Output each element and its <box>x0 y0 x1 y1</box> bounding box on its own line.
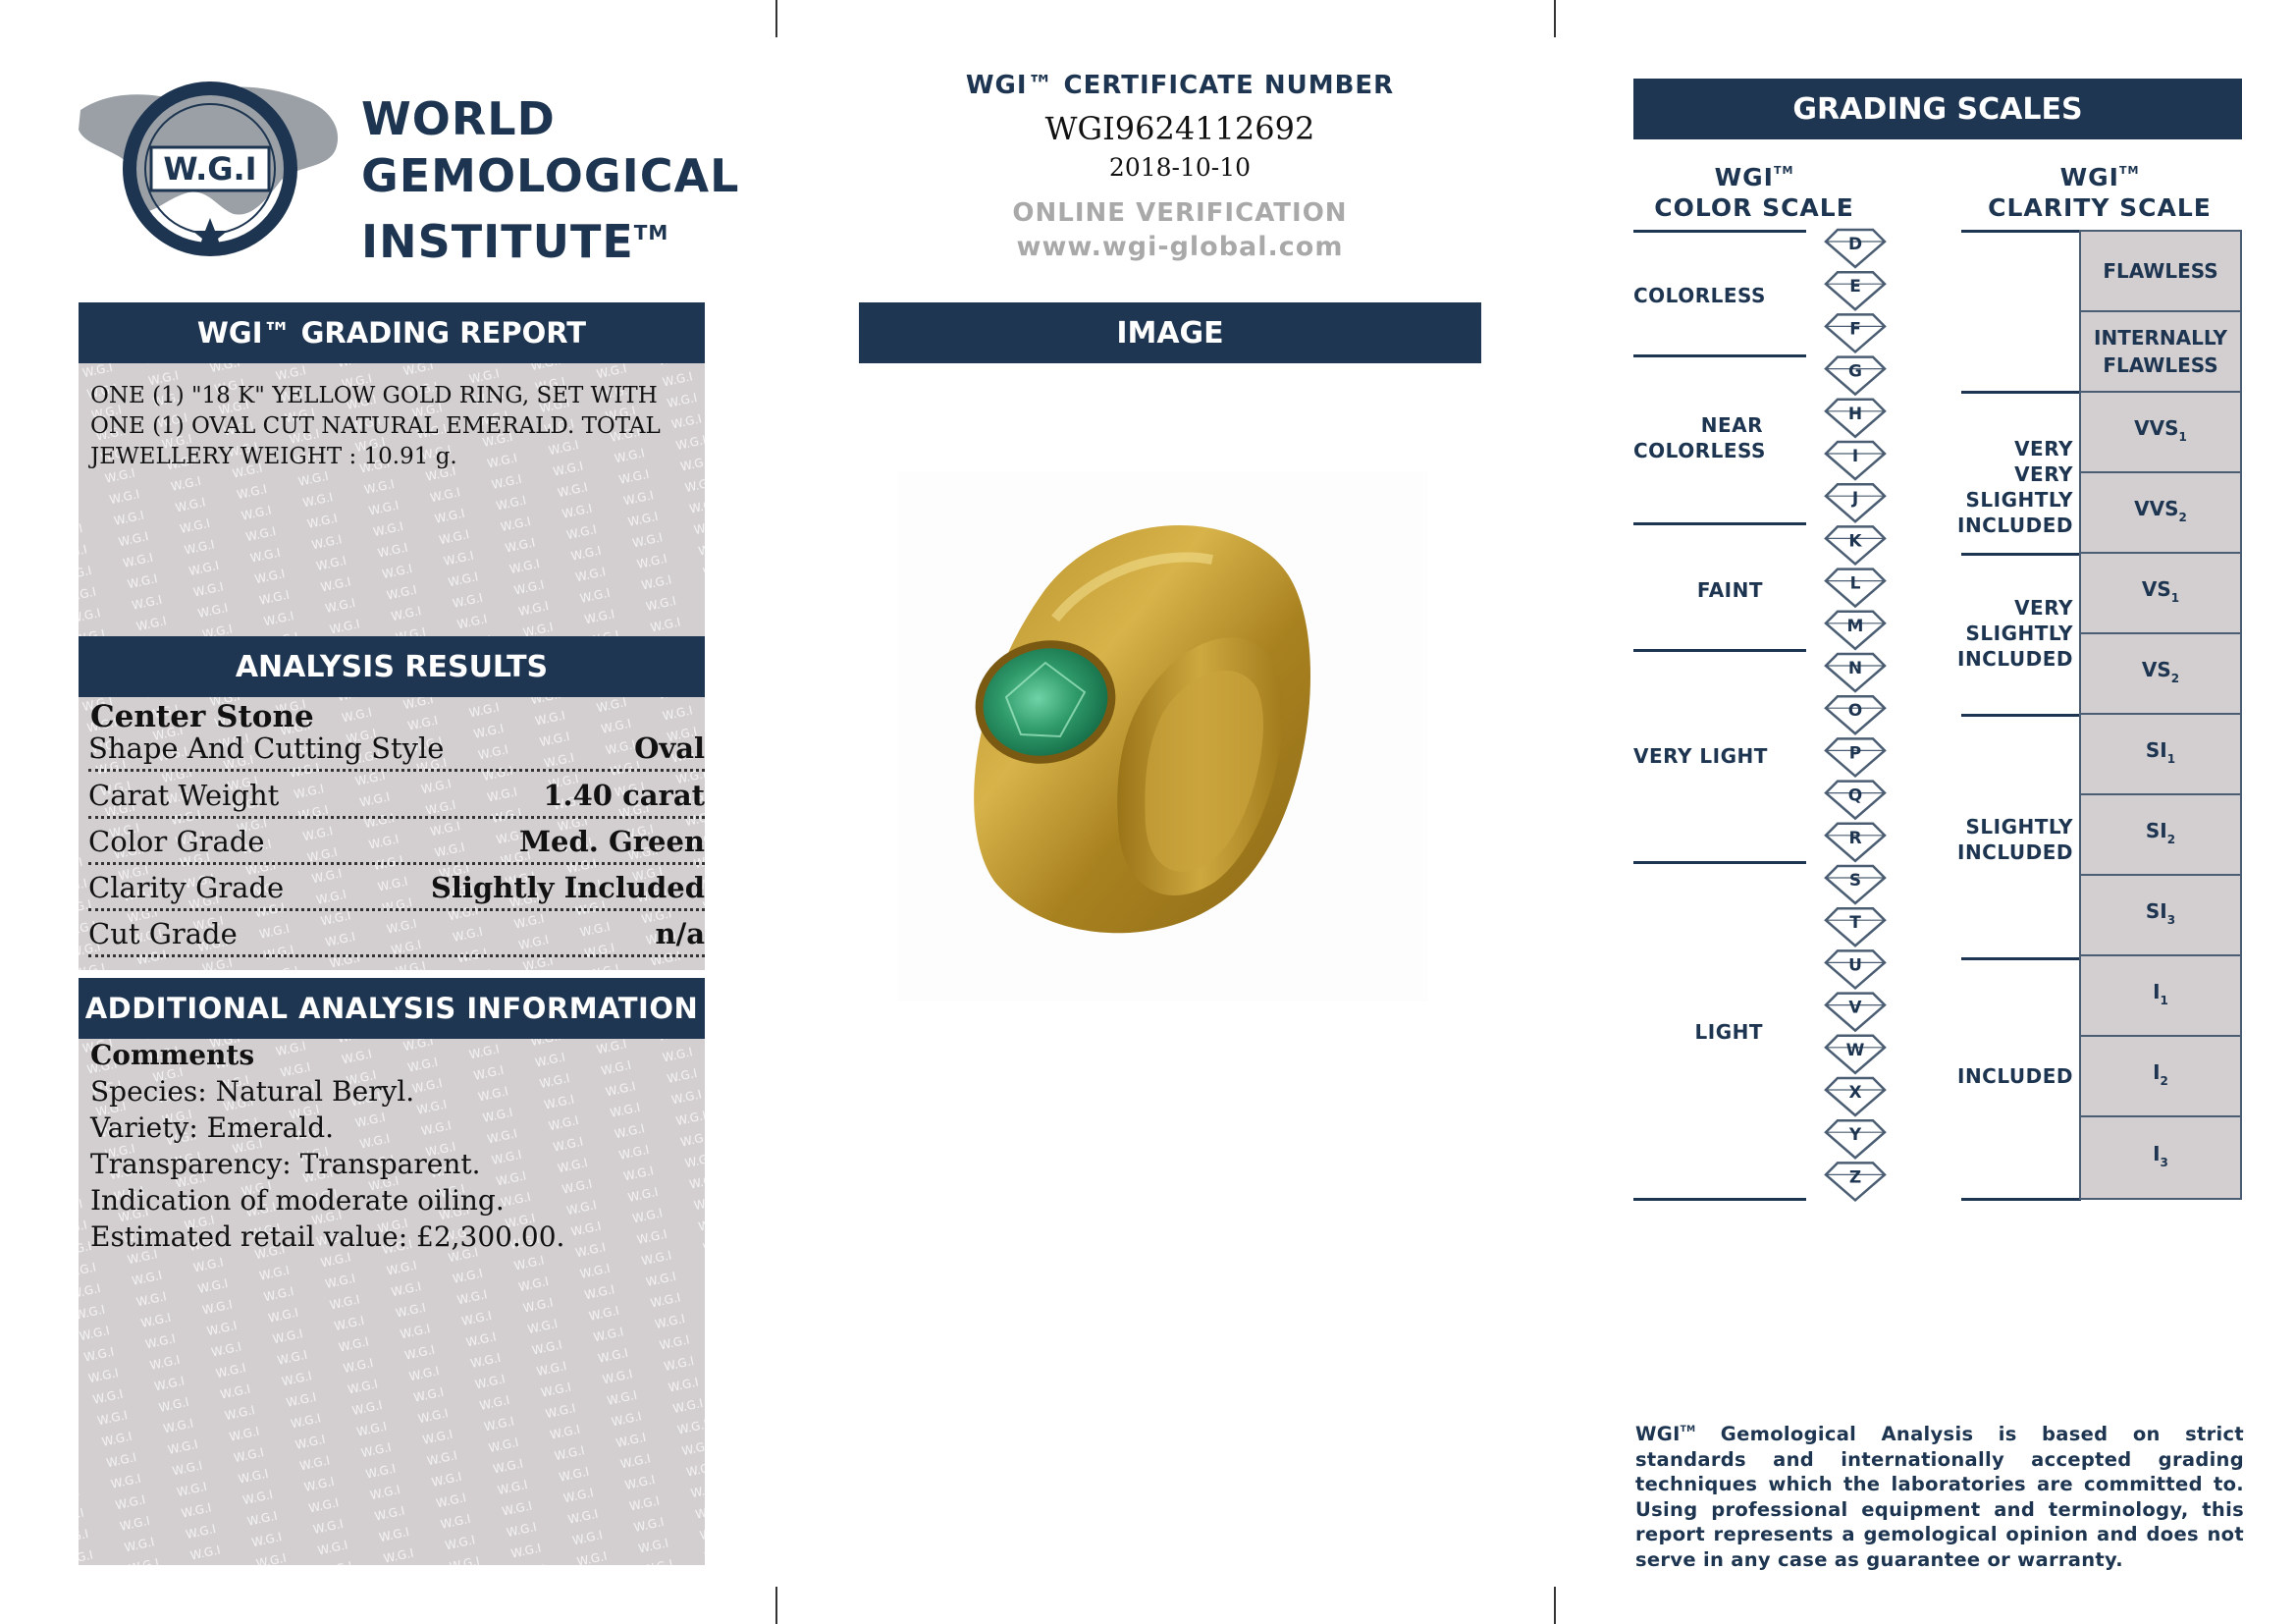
ring-photo <box>898 471 1428 1001</box>
row-clarity: Clarity Grade Slightly Included <box>88 866 705 911</box>
item-description: ONE (1) "18 K" YELLOW GOLD RING, SET WITH ONE (1) OVAL CUT NATURAL EMERALD. TOTAL JEWELLERY WEIGHT : 10.91 g. <box>90 383 661 469</box>
clarity-group-vvs: VERY VERY SLIGHTLY INCLUDED <box>1957 437 2073 537</box>
clarity-i2: $I_2$ <box>2081 1037 2240 1117</box>
clarity-i3: $I_3$ <box>2153 1141 2168 1169</box>
clarity-i1: $I_1$ <box>2081 956 2240 1037</box>
color-grade-v <box>1826 994 1885 1031</box>
image-header: IMAGE <box>859 302 1481 363</box>
color-divider <box>1633 1198 1806 1201</box>
comment-line: Variety: Emerald. <box>90 1111 335 1144</box>
color-grade-letter: E <box>1849 277 1861 298</box>
row-carat: Carat Weight 1.40 carat <box>88 774 705 819</box>
color-grade-letter: L <box>1849 573 1861 594</box>
comment-line: Indication of moderate oiling. <box>90 1184 505 1217</box>
logo-wordmark <box>361 90 739 270</box>
color-grade-letter: D <box>1847 235 1863 254</box>
color-divider <box>1633 649 1806 652</box>
color-grade-letter: F <box>1849 319 1861 340</box>
comment-line: Estimated retail value: £2,300.00. <box>90 1220 565 1253</box>
color-scale-heading: WGI™ COLOR SCALE <box>1654 163 1854 222</box>
clarity-vs1: $VS_1$ <box>2081 554 2240 634</box>
color-grade-p <box>1826 738 1885 776</box>
color-grade-f <box>1826 314 1885 352</box>
clarity-vvs2: $VVS_2$ <box>2081 473 2240 554</box>
color-divider <box>1633 522 1806 525</box>
color-grade-q <box>1826 782 1885 819</box>
clarity-divider <box>1961 391 2081 394</box>
color-grade-letter: T <box>1849 913 1861 934</box>
certificate-number: WGI9624112692 <box>1044 110 1315 147</box>
clarity-si2: $SI_2$ <box>2081 795 2240 876</box>
color-grade-t <box>1826 908 1885 946</box>
clarity-group-included: INCLUDED <box>1957 1064 2073 1088</box>
logo-line-1: WORLD <box>361 92 556 145</box>
color-grade-letter: M <box>1846 616 1864 636</box>
color-grade-letter: R <box>1848 828 1862 848</box>
online-verification-label: ONLINE VERIFICATION <box>1012 198 1348 228</box>
color-grade-letter: W <box>1845 1040 1865 1060</box>
color-group-near-colorless: NEAR COLORLESS <box>1633 413 1766 462</box>
color-grade-letter: O <box>1847 701 1863 722</box>
fold-mark-top-left <box>775 0 777 37</box>
clarity-vs2: $VS_2$ <box>2081 634 2240 715</box>
color-grade-l <box>1826 569 1885 607</box>
row-cut: Cut Grade n/a <box>88 912 705 957</box>
certificate-label: WGI™ CERTIFICATE NUMBER <box>965 71 1395 100</box>
color-grade-x <box>1826 1078 1885 1115</box>
color-grade-u <box>1826 950 1885 988</box>
comments-block <box>90 1037 564 1255</box>
clarity-divider <box>1961 553 2081 556</box>
center-stone-heading: Center Stone <box>90 699 314 734</box>
clarity-divider <box>1961 957 2081 960</box>
clarity-divider <box>1961 714 2081 717</box>
svg-text:W.G.I: W.G.I <box>163 150 257 188</box>
clarity-vvs1: $VVS_1$ <box>2081 393 2240 473</box>
clarity-grades-box <box>2079 230 2242 1200</box>
color-grade-letter: G <box>1848 361 1862 382</box>
color-grade-letter: S <box>1848 871 1862 891</box>
color-grade-letter: P <box>1848 743 1862 764</box>
color-grade-letter: X <box>1848 1083 1862 1103</box>
color-grade-s <box>1826 866 1885 903</box>
clarity-divider <box>1961 230 2081 233</box>
verification-url[interactable]: www.wgi-global.com <box>1016 232 1344 262</box>
color-grade-j <box>1826 484 1885 521</box>
color-grade-letter: N <box>1847 659 1863 678</box>
analysis-results-header: ANALYSIS RESULTS <box>79 636 705 697</box>
color-grade-letter: V <box>1848 998 1862 1018</box>
certificate-date: 2018-10-10 <box>1108 153 1252 182</box>
comment-line: Species: Natural Beryl. <box>90 1075 415 1108</box>
clarity-si1: $SI_1$ <box>2081 715 2240 795</box>
color-grade-letter: Z <box>1848 1167 1862 1188</box>
color-grade-z <box>1826 1163 1885 1200</box>
color-group-light: LIGHT <box>1694 1020 1763 1044</box>
clarity-group-si: SLIGHTLY INCLUDED <box>1957 815 2073 864</box>
color-grade-letter: H <box>1847 404 1863 424</box>
color-grade-letter: Q <box>1847 785 1863 806</box>
color-grade-d <box>1826 230 1885 267</box>
color-grade-diamonds <box>1816 224 1895 1208</box>
color-divider <box>1633 354 1806 357</box>
color-grade-r <box>1826 824 1885 861</box>
clarity-scale-heading: WGI™ CLARITY SCALE <box>1988 163 2212 222</box>
comments-heading: Comments <box>90 1039 255 1071</box>
color-grade-h <box>1826 400 1885 437</box>
fold-mark-top-right <box>1554 0 1556 37</box>
color-grade-letter: K <box>1848 531 1862 552</box>
clarity-si3: $SI_3$ <box>2081 876 2240 956</box>
clarity-if: INTERNALLY FLAWLESS <box>2081 312 2240 393</box>
logo-line-2: GEMOLOGICAL <box>361 149 740 202</box>
color-grade-y <box>1826 1120 1885 1158</box>
color-grade-g <box>1826 357 1885 395</box>
color-group-very-light: VERY LIGHT <box>1633 744 1768 768</box>
clarity-divider <box>1961 1198 2081 1201</box>
logo-line-3: INSTITUTE™ <box>361 215 669 268</box>
additional-info-header: ADDITIONAL ANALYSIS INFORMATION <box>79 978 705 1039</box>
disclaimer-text: WGI™ Gemological Analysis is based on strict standards and internationally accepted grading techniques which the laboratories are committed to. Using professional equipment and terminology, this report represents a gemological opinion and does not serve in any case as guarantee or warranty. <box>1635 1423 2244 1571</box>
color-grade-e <box>1826 272 1885 309</box>
color-grade-letter: I <box>1851 447 1859 466</box>
fold-mark-bottom-left <box>775 1587 777 1624</box>
color-grade-letter: Y <box>1848 1125 1862 1146</box>
color-grade-letter: J <box>1851 489 1859 510</box>
comment-line: Transparency: Transparent. <box>90 1148 481 1180</box>
color-grade-letter: U <box>1848 955 1862 976</box>
color-grade-m <box>1826 612 1885 649</box>
color-grade-o <box>1826 696 1885 733</box>
color-grade-k <box>1826 526 1885 564</box>
row-shape: Shape And Cutting Style Oval <box>88 727 705 772</box>
clarity-fl: FLAWLESS <box>2081 232 2240 312</box>
color-grade-w <box>1826 1036 1885 1073</box>
grading-scales-header: GRADING SCALES <box>1633 79 2242 139</box>
grading-report-header: WGI™ GRADING REPORT <box>79 302 705 363</box>
color-divider <box>1633 230 1806 233</box>
color-grade-n <box>1826 654 1885 691</box>
clarity-group-vs: VERY SLIGHTLY INCLUDED <box>1957 596 2073 671</box>
color-grade-i <box>1826 442 1885 479</box>
fold-mark-bottom-right <box>1554 1587 1556 1624</box>
row-color: Color Grade Med. Green <box>88 820 705 865</box>
color-group-faint: FAINT <box>1696 578 1763 602</box>
wgi-logo-emblem <box>71 71 347 267</box>
color-group-colorless: COLORLESS <box>1633 284 1766 307</box>
color-divider <box>1633 861 1806 864</box>
